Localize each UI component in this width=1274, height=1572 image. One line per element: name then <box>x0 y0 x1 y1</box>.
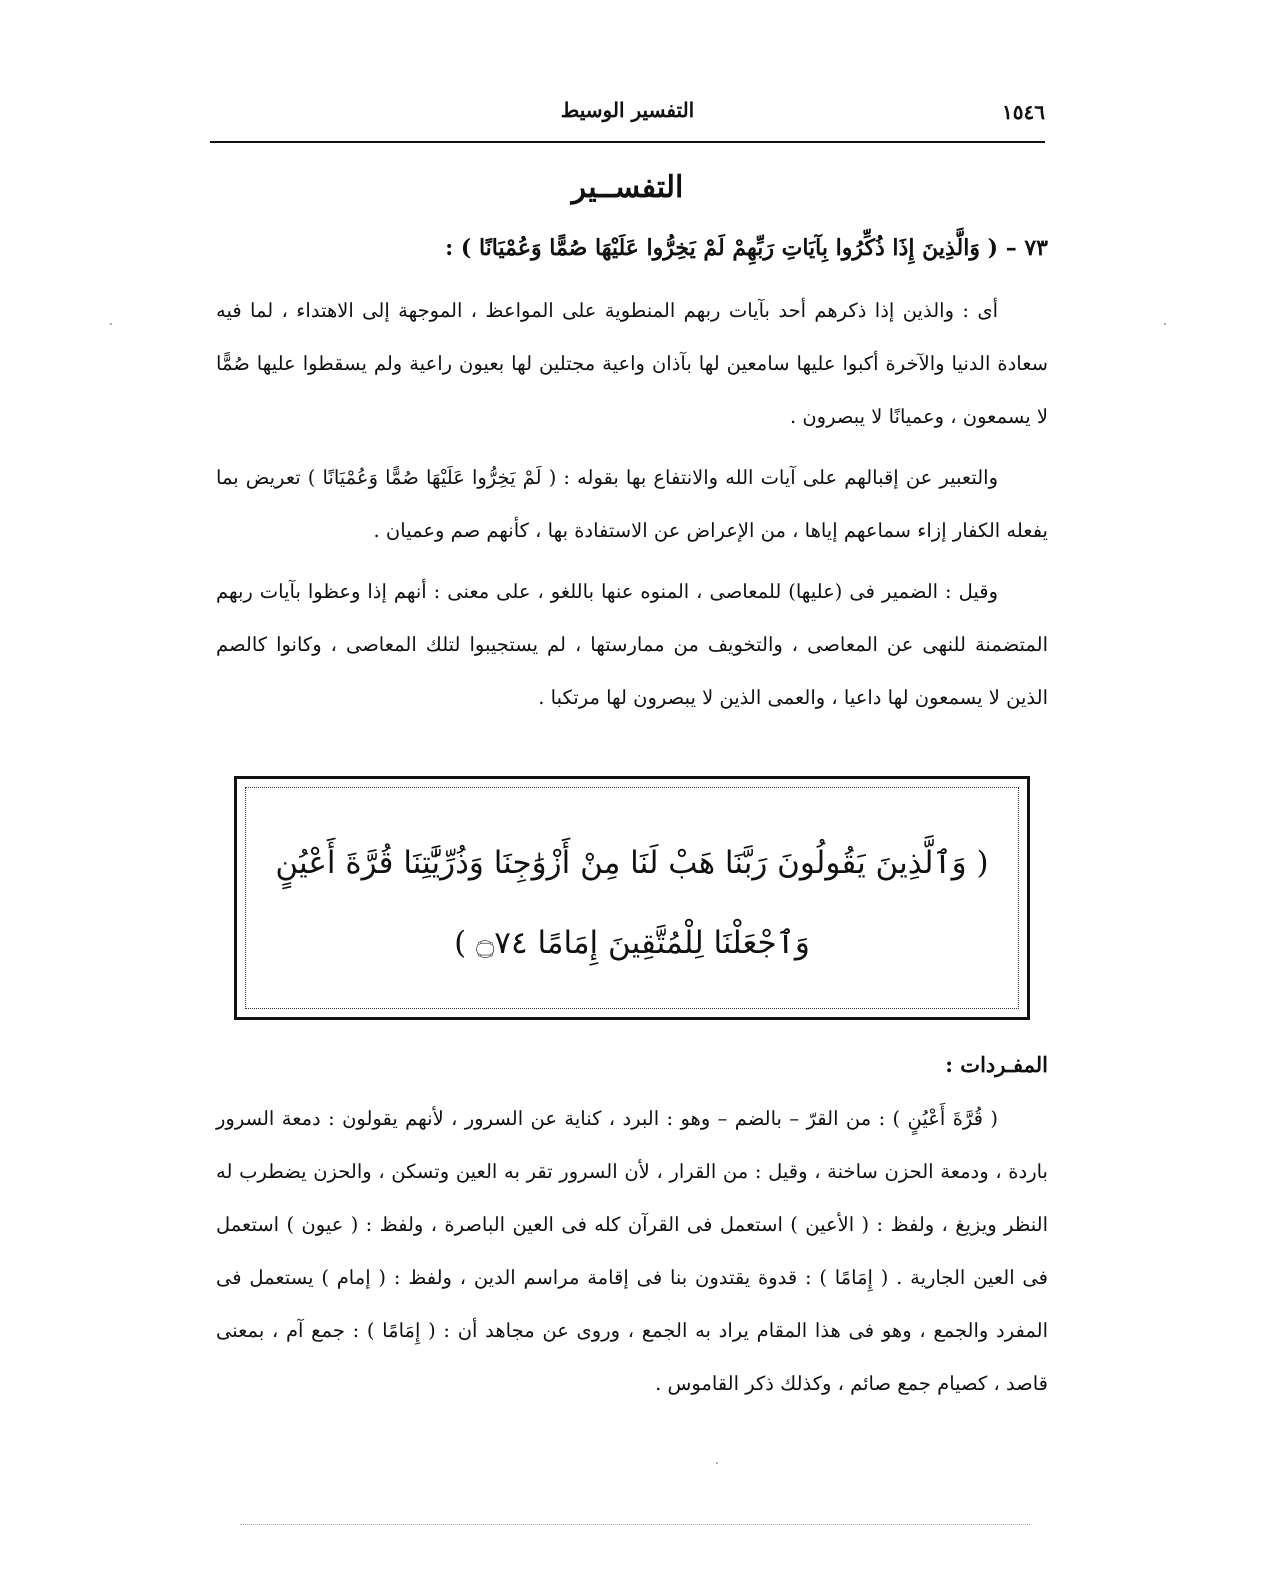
footer-rule <box>240 1524 1030 1525</box>
tafsir-body <box>216 284 1048 732</box>
paragraph: أى : والذين إذا ذكرهم أحد بآيات ربهم المنطوية على المواعظ ، الموجهة إلى الاهتداء ، لما فيه سعادة الدنيا والآخرة أكبوا عليها سامعين لها بآذان واعية مجتلين لها بعيون راعية ولم يسقطوا عليها صُمًّا لا يسمعون ، وعميانًا لا يبصرون . <box>216 299 1048 428</box>
paragraph: وقيل : الضمير فى (عليها) للمعاصى ، المنوه عنها باللغو ، على معنى : أنهم إذا وعظوا بآيات ربهم المتضمنة للنهى عن المعاصى ، والتخويف من ممارستها ، لم يستجيبوا لتلك المعاصى ، وكانوا كالصم الذين لا يسمعون لها داعيا ، والعمى الذين لا يبصرون لها مرتكبا . <box>216 580 1048 709</box>
vocabulary-heading: المفـردات : <box>945 1052 1048 1077</box>
paragraph: والتعبير عن إقبالهم على آيات الله والانتفاع بها بقوله : ( لَمْ يَخِرُّوا عَلَيْهَا صُمًّا وَعُمْيَانًا ) تعريض بما يفعله الكفار إزاء سماعهم إياها ، من الإعراض عن الاستفادة بها ، كأنهم صم وعميان . <box>216 466 1048 542</box>
verse-frame <box>234 776 1030 1020</box>
section-title: التفســير <box>571 170 684 205</box>
paragraph: ( قُرَّةَ أَعْيُنٍ ) : من القرّ – بالضم – وهو : البرد ، كناية عن السرور ، لأنهم يقولون : دمعة السرور باردة ، ودمعة الحزن ساخنة ، وقيل : من القرار ، لأن السرور تقر به العين وتسكن ، والحزن يضطرب له النظر ويزيغ ، ولفظ : ( الأعين ) استعمل فى القرآن كله فى العين الباصرة ، ولفظ : ( عيون ) استعمل فى العين الجارية . ( إِمَامًا ) : قدوة يقتدون بنا فى إقامة مراسم الدين ، ولفظ : ( إمام ) يستعمل فى المفرد والجمع ، وهو فى هذا المقام يراد به الجمع ، وروى عن مجاهد أن : ( إِمَامًا ) : جمع آم ، بمعنى قاصد ، كصيام جمع صائم ، وكذلك ذكر القاموس . <box>216 1107 1048 1395</box>
running-title: التفسير الوسيط <box>560 98 695 122</box>
framed-verse-74: ( وَٱلَّذِينَ يَقُولُونَ رَبَّنَا هَبْ لَنَا مِنْ أَزْوَٰجِنَا وَذُرِّيَّٰتِنَا قُرَّةَ أَعْيُنٍ وَٱجْعَلْنَا لِلْمُتَّقِينَ إِمَامًا ۝٧٤ ) <box>275 845 989 961</box>
verse-73-heading: ٧٣ – ( وَالَّذِينَ إِذَا ذُكِّرُوا بِآيَاتِ رَبِّهِمْ لَمْ يَخِرُّوا عَلَيْهَا صُمًّا وَعُمْيَانًا ) : <box>445 235 1048 261</box>
header-rule <box>210 141 1045 143</box>
scan-speck <box>1164 323 1166 325</box>
vocabulary-body <box>216 1092 1048 1418</box>
scan-speck <box>716 1462 718 1464</box>
scan-speck <box>110 323 112 325</box>
page-number: ١٥٤٦ <box>1002 100 1045 124</box>
page-header <box>210 98 1045 134</box>
